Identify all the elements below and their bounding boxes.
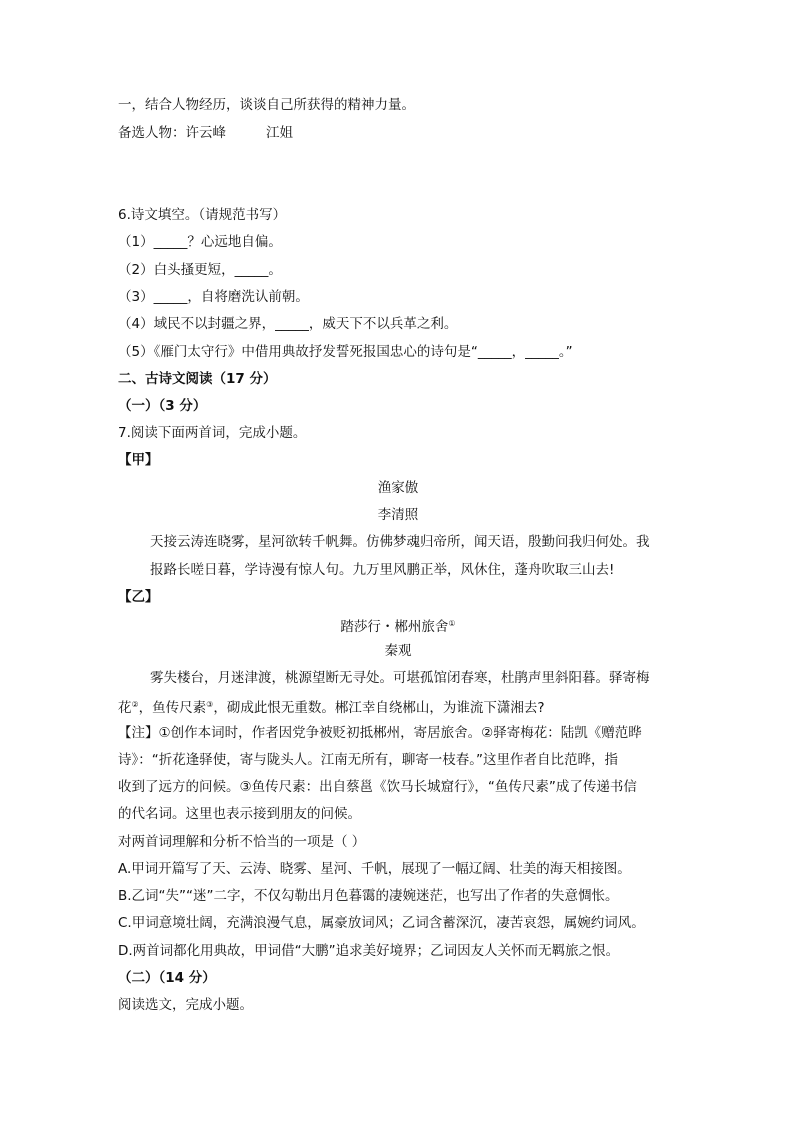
note-line: 诗》：“折花逢驿使，寄与陇头人。江南无所有，聊寄一枝春。”这里作者自比范晔，指 [118, 752, 618, 768]
poem-2-text [118, 696, 678, 717]
question-6-item: （2）白头搔更短，_____。 [118, 262, 282, 278]
note-line: 【注】①创作本词时，作者因党争被贬初抵郴州，寄居旅舍。②驿寄梅花：陆凯《赠范晔 [118, 725, 642, 741]
poem-2-title [118, 615, 678, 636]
candidates-label: 备选人物：许云峰 [118, 125, 226, 141]
poem-2-title-text: 踏莎行・郴州旅舍 [340, 619, 449, 635]
candidates-line [118, 124, 678, 142]
text-line: 一，结合人物经历，谈谈自己所获得的精神力量。 [118, 97, 415, 113]
poem-1-author: 李清照 [377, 507, 419, 523]
option-d: D.两首词都化用典故，甲词借“大鹏”追求美好境界；乙词因友人关怀而无羁旅之恨。 [118, 943, 620, 959]
poem-2-text: 雾失楼台，月迷津渡，桃源望断无寻处。可堪孤馆闭春寒，杜鹃声里斜阳暮。驿寄梅 [150, 670, 650, 686]
poem-2-text-part: ，砌成此恨无重数。郴江幸自绕郴山，为谁流下潇湘去? [213, 700, 545, 716]
poem-1-text: 天接云涛连晓雾，星河欲转千帆舞。仿佛梦魂归帝所，闻天语，殷勤问我归何处。我 [150, 534, 650, 550]
reading-instruction: 阅读选文，完成小题。 [118, 997, 253, 1013]
question-7-title: 7.阅读下面两首词，完成小题。 [118, 425, 307, 441]
question-6-item: （3）_____，自将磨洗认前朝。 [118, 289, 309, 305]
question-6-title: 6.诗文填空。（请规范书写） [118, 207, 287, 223]
part-heading: （二）（14 分） [118, 970, 216, 986]
section-heading: 二、古诗文阅读（17 分） [118, 371, 277, 387]
poem-label-yi: 【乙】 [118, 589, 159, 605]
poem-2-author: 秦观 [384, 643, 412, 659]
question-7-stem: 对两首词理解和分析不恰当的一项是（ ） [118, 834, 366, 850]
footnote-marker: ② [131, 700, 139, 709]
poem-2-text-part: ，鱼传尺素 [138, 700, 207, 716]
candidate-name: 江姐 [266, 125, 293, 141]
note-line: 的代名词。这里也表示接到朋友的问候。 [118, 806, 361, 822]
question-6-item: （1）_____？心远地自偏。 [118, 234, 282, 250]
question-6-item: （5）《雁门太守行》中借用典故抒发誓死报国忠心的诗句是“_____，_____。” [118, 344, 573, 360]
poem-1-title: 渔家傲 [377, 480, 419, 496]
footnote-marker: ③ [206, 700, 214, 709]
note-line: 收到了远方的问候。③鱼传尺素：出自蔡邕《饮马长城窟行》，“鱼传尺素”成了传递书信 [118, 779, 637, 795]
poem-label-jia: 【甲】 [118, 452, 159, 468]
poem-2-text-part: 花 [118, 700, 132, 716]
question-6-item: （4）域民不以封疆之界，_____，威天下不以兵革之利。 [118, 316, 458, 332]
poem-1-text: 报路长嗟日暮，学诗漫有惊人句。九万里风鹏正举，风休住，蓬舟吹取三山去! [150, 562, 615, 578]
option-a: A.甲词开篇写了天、云涛、晓雾、星河、千帆，展现了一幅辽阔、壮美的海天相接图。 [118, 861, 631, 877]
part-heading: （一）（3 分） [118, 398, 207, 414]
option-c: C.甲词意境壮阔，充满浪漫气息，属豪放词风；乙词含蓄深沉，凄苦哀怨，属婉约词风。 [118, 915, 645, 931]
option-b: B.乙词“失”“迷”二字，不仅勾勒出月色暮霭的凄婉迷茫，也写出了作者的失意惆怅。 [118, 888, 619, 904]
footnote-marker: ① [448, 619, 456, 628]
